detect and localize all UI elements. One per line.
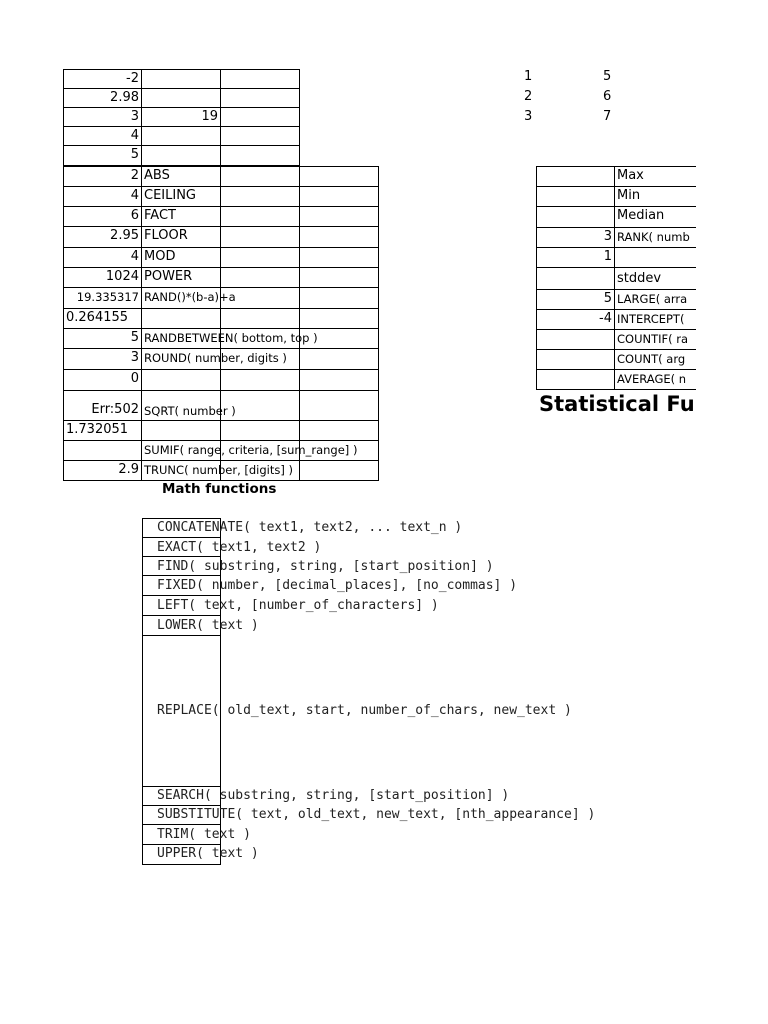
math-empty[interactable]: [299, 267, 379, 288]
stat-value[interactable]: [536, 186, 615, 207]
math-empty[interactable]: [220, 287, 300, 309]
stat-value[interactable]: 3: [536, 227, 615, 248]
text-function: REPLACE( old_text, start, number_of_chars, new_text ): [157, 703, 572, 718]
cell-a5[interactable]: 5: [63, 145, 142, 166]
math-empty[interactable]: [220, 226, 300, 248]
stat-label[interactable]: AVERAGE( n: [614, 369, 696, 390]
math-empty[interactable]: [299, 308, 379, 329]
math-empty[interactable]: [299, 166, 379, 187]
math-empty[interactable]: [299, 460, 379, 481]
math-label[interactable]: ABS: [141, 166, 221, 187]
math-label[interactable]: SQRT( number ): [141, 390, 221, 421]
math-empty[interactable]: [220, 267, 300, 288]
cell-a3[interactable]: 3: [63, 107, 142, 127]
stat-label[interactable]: Median: [614, 206, 696, 228]
text-function: FIXED( number, [decimal_places], [no_commas] ): [157, 578, 518, 593]
text-function: UPPER( text ): [157, 846, 259, 861]
math-label[interactable]: POWER: [141, 267, 221, 288]
math-empty[interactable]: [299, 247, 379, 268]
math-empty[interactable]: [299, 369, 379, 391]
stat-value[interactable]: [536, 267, 615, 290]
statistical-functions-table: [530, 160, 696, 422]
text-function: CONCATENATE( text1, text2, ... text_n ): [157, 520, 463, 535]
text-function: SEARCH( substring, string, [start_position] ): [157, 788, 510, 803]
math-empty[interactable]: [299, 440, 379, 461]
stat-label[interactable]: stddev: [614, 267, 696, 290]
math-value[interactable]: 4: [63, 247, 142, 268]
math-empty[interactable]: [299, 328, 379, 349]
stat-value[interactable]: 5: [536, 289, 615, 310]
text-function: LEFT( text, [number_of_characters] ): [157, 598, 439, 613]
math-value[interactable]: 1024: [63, 267, 142, 288]
math-empty[interactable]: [141, 420, 221, 441]
math-empty[interactable]: [220, 369, 300, 391]
number-cell[interactable]: 7: [603, 109, 612, 124]
number-cell[interactable]: 3: [524, 109, 533, 124]
math-empty[interactable]: [220, 460, 300, 481]
number-cell[interactable]: 5: [603, 69, 612, 84]
number-cell[interactable]: 2: [524, 89, 533, 104]
math-label[interactable]: RANDBETWEEN( bottom, top ): [141, 328, 221, 349]
math-value[interactable]: 6: [63, 206, 142, 227]
stat-label[interactable]: Min: [614, 186, 696, 207]
stat-label[interactable]: COUNT( arg: [614, 349, 696, 370]
math-value[interactable]: 0: [63, 369, 142, 391]
math-label[interactable]: MOD: [141, 247, 221, 268]
math-value[interactable]: 2.95: [63, 226, 142, 248]
math-empty[interactable]: [220, 328, 300, 349]
math-value[interactable]: 0.264155: [63, 308, 142, 329]
stat-value[interactable]: [536, 349, 615, 370]
stat-label[interactable]: INTERCEPT(: [614, 309, 696, 330]
math-empty[interactable]: [220, 186, 300, 207]
stat-value[interactable]: [536, 329, 615, 350]
cell-b1[interactable]: [141, 69, 221, 89]
math-empty[interactable]: [220, 308, 300, 329]
math-empty[interactable]: [220, 440, 300, 461]
cell-c4[interactable]: [220, 126, 300, 146]
stat-value[interactable]: [536, 166, 615, 187]
math-label[interactable]: TRUNC( number, [digits] ): [141, 460, 221, 481]
math-label[interactable]: FLOOR: [141, 226, 221, 248]
stat-label[interactable]: RANK( numb: [614, 227, 696, 248]
math-value[interactable]: 2.9: [63, 460, 142, 481]
cell-c3[interactable]: [220, 107, 300, 127]
math-empty[interactable]: [141, 308, 221, 329]
math-value[interactable]: 1.732051: [63, 420, 142, 441]
cell-c5[interactable]: [220, 145, 300, 166]
math-label[interactable]: CEILING: [141, 186, 221, 207]
math-label[interactable]: SUMIF( range, criteria, [sum_range] ): [141, 440, 221, 461]
math-label[interactable]: FACT: [141, 206, 221, 227]
text-function: SUBSTITUTE( text, old_text, new_text, [nth_appearance] ): [157, 807, 596, 822]
cell-b2[interactable]: [141, 88, 221, 108]
stat-value[interactable]: 1: [536, 247, 615, 268]
math-value[interactable]: 5: [63, 328, 142, 349]
math-empty[interactable]: [220, 390, 300, 421]
math-value[interactable]: 3: [63, 348, 142, 370]
number-cell[interactable]: 6: [603, 89, 612, 104]
math-value[interactable]: 19.335317: [63, 287, 142, 309]
math-empty[interactable]: [299, 226, 379, 248]
math-empty[interactable]: [141, 369, 221, 391]
stats-caption: Statistical Fu: [539, 392, 695, 416]
text-function: LOWER( text ): [157, 618, 259, 633]
cell-a4[interactable]: 4: [63, 126, 142, 146]
text-function: EXACT( text1, text2 ): [157, 540, 322, 555]
math-empty[interactable]: [220, 247, 300, 268]
math-empty[interactable]: [299, 420, 379, 441]
cell-a1[interactable]: -2: [63, 69, 142, 89]
math-value[interactable]: 2: [63, 166, 142, 187]
math-value[interactable]: Err:502: [63, 390, 142, 421]
text-function: FIND( substring, string, [start_position] ): [157, 559, 494, 574]
stat-value[interactable]: -4: [536, 309, 615, 330]
cell-b4[interactable]: [141, 126, 221, 146]
math-empty[interactable]: [299, 287, 379, 309]
text-function: TRIM( text ): [157, 827, 251, 842]
number-cell[interactable]: 1: [524, 69, 533, 84]
math-empty[interactable]: [299, 348, 379, 370]
cell-c2[interactable]: [220, 88, 300, 108]
math-label[interactable]: ROUND( number, digits ): [141, 348, 221, 370]
math-empty[interactable]: [220, 420, 300, 441]
stat-value[interactable]: [536, 206, 615, 228]
stat-label[interactable]: Max: [614, 166, 696, 187]
math-empty[interactable]: [299, 390, 379, 421]
math-value[interactable]: [63, 440, 142, 461]
cell-a2[interactable]: 2.98: [63, 88, 142, 108]
cell-b3[interactable]: 19: [141, 107, 221, 127]
math-value[interactable]: 4: [63, 186, 142, 207]
stat-label[interactable]: LARGE( arra: [614, 289, 696, 310]
math-empty[interactable]: [220, 348, 300, 370]
math-label[interactable]: RAND()*(b-a)+a: [141, 287, 221, 309]
math-empty[interactable]: [220, 206, 300, 227]
math-empty[interactable]: [299, 206, 379, 227]
math-empty[interactable]: [220, 166, 300, 187]
stat-label[interactable]: [614, 247, 696, 268]
cell-c1[interactable]: [220, 69, 300, 89]
math-empty[interactable]: [299, 186, 379, 207]
cell-b5[interactable]: [141, 145, 221, 166]
stat-label[interactable]: COUNTIF( ra: [614, 329, 696, 350]
stat-value[interactable]: [536, 369, 615, 390]
math-caption: Math functions: [162, 481, 277, 497]
